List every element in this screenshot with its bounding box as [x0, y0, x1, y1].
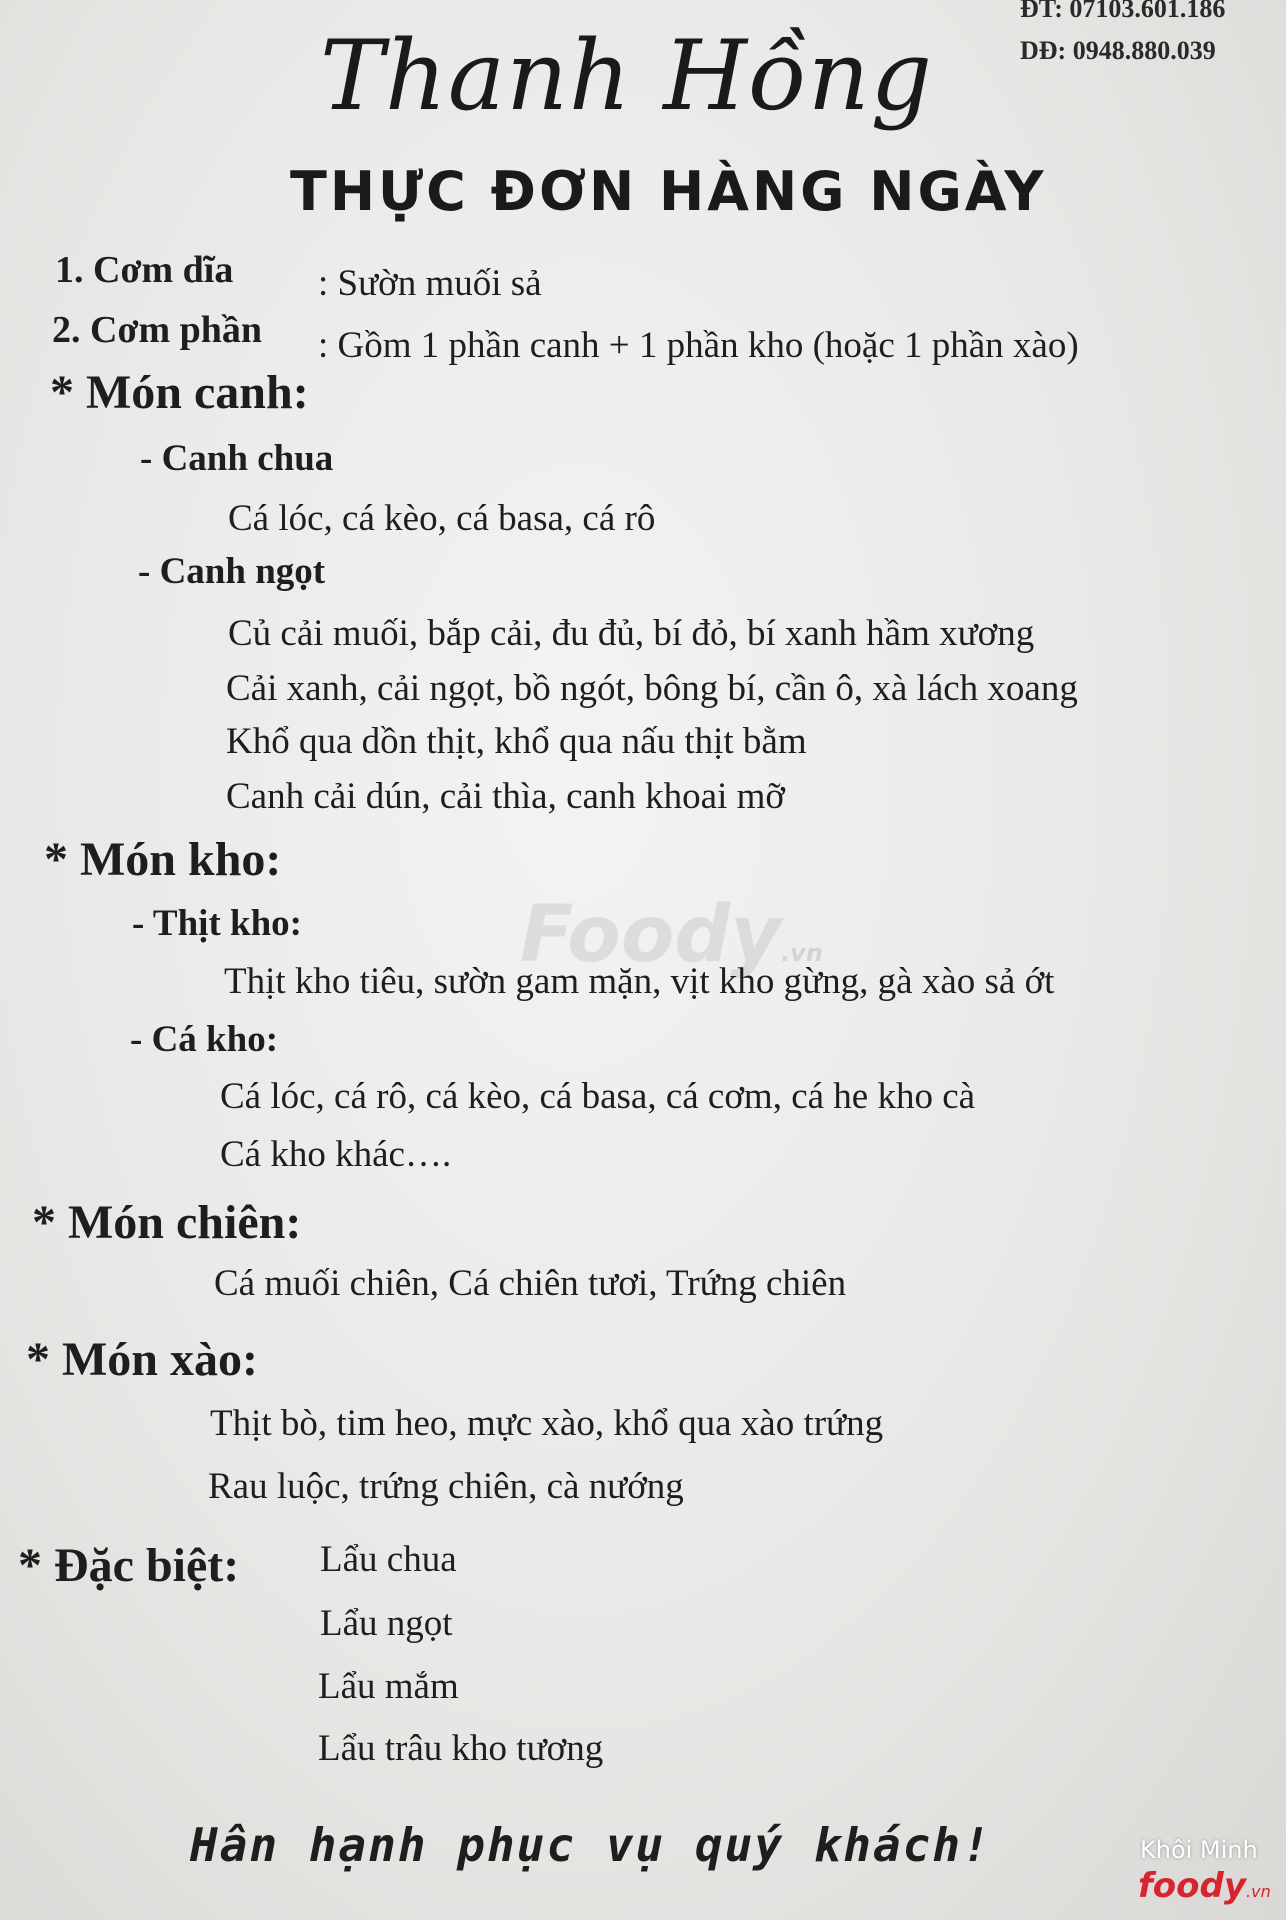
com-dia-value: : Sườn muối sả	[318, 263, 542, 304]
footer-greeting: Hân hạnh phục vụ quý khách!	[190, 1818, 992, 1872]
watermark-logo: Foody.vn	[520, 890, 823, 980]
ca-kho-line: Cá lóc, cá rô, cá kèo, cá basa, cá cơm, cá he kho cà	[220, 1076, 976, 1117]
com-phan-label: 2. Cơm phần	[52, 309, 263, 351]
section-mon-kho: * Món kho:	[44, 833, 282, 886]
canh-ngot-line: Canh cải dún, cải thìa, canh khoai mỡ	[226, 776, 785, 817]
section-dac-biet: * Đặc biệt:	[18, 1539, 240, 1592]
canh-ngot-line: Cải xanh, cải ngọt, bồ ngót, bông bí, cần ô, xà lách xoang	[226, 668, 1078, 709]
chien-line: Cá muối chiên, Cá chiên tươi, Trứng chiên	[214, 1263, 847, 1304]
foody-logo-icon: foody.vn	[1138, 1866, 1271, 1906]
xao-line: Rau luộc, trứng chiên, cà nướng	[208, 1466, 684, 1507]
com-phan-value: : Gồm 1 phần canh + 1 phần kho (hoặc 1 phần xào)	[318, 325, 1079, 366]
phone-1: ĐT: 07103.601.186	[1020, 0, 1226, 23]
com-dia-label: 1. Cơm dĩa	[55, 249, 234, 291]
brand-name: Thanh Hồng	[320, 20, 933, 132]
sub-canh-ngot: - Canh ngọt	[138, 551, 326, 592]
phone-2: DĐ: 0948.880.039	[1020, 36, 1216, 65]
sub-thit-kho: - Thịt kho:	[132, 903, 302, 944]
canh-ngot-line: Củ cải muối, bắp cải, đu đủ, bí đỏ, bí xanh hầm xương	[228, 613, 1035, 654]
section-mon-chien: * Món chiên:	[32, 1196, 302, 1249]
section-mon-xao: * Món xào:	[26, 1333, 258, 1386]
photo-credit-name: Khôi Minh	[1140, 1836, 1258, 1864]
section-mon-canh: * Món canh:	[50, 366, 309, 419]
menu-title: THỰC ĐƠN HÀNG NGÀY	[290, 160, 1047, 223]
dac-biet-line: Lẩu chua	[320, 1539, 457, 1580]
ca-kho-line: Cá kho khác….	[220, 1134, 452, 1175]
canh-ngot-line: Khổ qua dồn thịt, khổ qua nấu thịt bằm	[226, 721, 807, 762]
dac-biet-line: Lẩu mắm	[318, 1666, 459, 1707]
canh-chua-line: Cá lóc, cá kèo, cá basa, cá rô	[228, 498, 656, 539]
sub-ca-kho: - Cá kho:	[130, 1019, 279, 1060]
sub-canh-chua: - Canh chua	[140, 438, 334, 479]
dac-biet-line: Lẩu trâu kho tương	[318, 1728, 604, 1769]
xao-line: Thịt bò, tim heo, mực xào, khổ qua xào trứng	[210, 1403, 884, 1444]
dac-biet-line: Lẩu ngọt	[320, 1603, 453, 1644]
thit-kho-line: Thịt kho tiêu, sườn gam mặn, vịt kho gừng, gà xào sả ớt	[224, 961, 1055, 1002]
